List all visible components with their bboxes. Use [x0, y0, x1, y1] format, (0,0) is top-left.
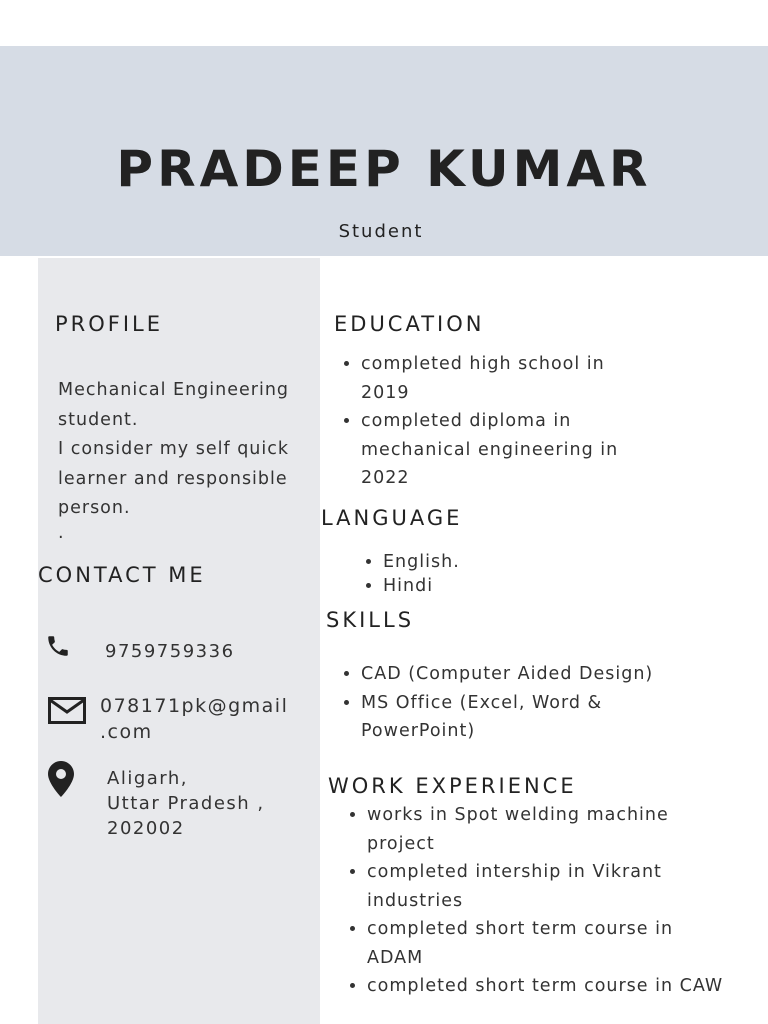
list-item-line: mechanical engineering in — [361, 439, 619, 460]
profile-title: PROFILE — [55, 312, 164, 336]
list-item-line: • MS Office (Excel, Word & — [361, 692, 603, 713]
list-item — [361, 689, 653, 746]
address-line: 202002 — [107, 818, 185, 839]
list-item-line: 2022 — [361, 468, 410, 488]
phone-text: 9759759336 — [105, 641, 235, 662]
list-item-line: industries — [367, 890, 464, 911]
list-item-line: • completed high school in — [361, 354, 605, 374]
work-experience-list — [340, 801, 723, 1001]
email-line: .com — [100, 721, 153, 743]
education-list — [334, 350, 618, 493]
skills-list — [334, 660, 653, 746]
list-item-line: • completed intership in Vikrant — [367, 862, 662, 882]
list-item-line: • completed short term course in — [367, 919, 674, 939]
list-item-line: • completed diploma in — [361, 411, 572, 431]
list-item-line: project — [367, 833, 435, 854]
list-item-line: • works in Spot welding machine — [367, 805, 669, 825]
list-item-line: PowerPoint) — [361, 721, 476, 741]
list-item — [367, 858, 723, 915]
list-item — [361, 350, 618, 407]
profile-line: I consider my self quick — [58, 439, 290, 459]
list-item: • Hindi — [383, 574, 460, 598]
education-title: EDUCATION — [334, 312, 485, 336]
profile-line: student. — [58, 409, 139, 430]
language-title: LANGUAGE — [321, 506, 463, 530]
phone-number — [105, 639, 235, 665]
address-line: Aligarh, — [107, 768, 188, 789]
list-item — [367, 915, 723, 972]
skills-title: SKILLS — [326, 608, 415, 632]
work-experience-title: WORK EXPERIENCE — [328, 774, 577, 798]
email-line: 078171pk@gmail — [100, 695, 289, 717]
contact-title: CONTACT ME — [38, 563, 206, 587]
list-item-line: • completed short term course in CAW — [367, 976, 724, 996]
list-item — [361, 660, 653, 689]
envelope-icon — [48, 697, 86, 728]
profile-line: learner and responsible — [58, 468, 288, 489]
address — [107, 766, 265, 841]
profile-line: . — [58, 522, 65, 543]
address-line: Uttar Pradesh , — [107, 793, 265, 814]
list-item-line: • CAD (Computer Aided Design) — [361, 664, 654, 684]
map-pin-icon — [48, 761, 74, 801]
person-name: PRADEEP KUMAR — [116, 140, 652, 198]
list-item-line: 2019 — [361, 382, 410, 403]
list-item — [367, 972, 723, 1001]
email-address — [100, 693, 288, 745]
list-item-line: ADAM — [367, 947, 424, 968]
phone-icon — [45, 633, 71, 663]
list-item: • English. — [383, 550, 460, 574]
profile-line: Mechanical Engineering — [58, 380, 290, 400]
language-list — [356, 550, 460, 598]
list-item — [367, 801, 723, 858]
person-role: Student — [338, 221, 424, 242]
profile-text — [58, 376, 289, 542]
profile-line: person. — [58, 498, 131, 518]
list-item — [361, 407, 618, 493]
